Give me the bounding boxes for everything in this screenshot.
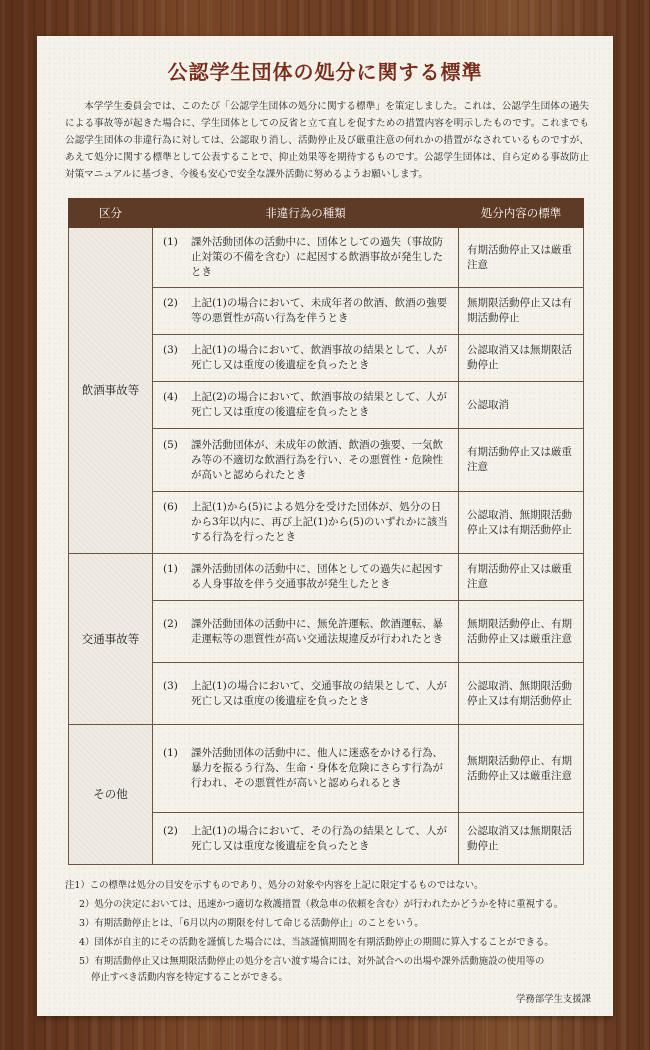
standards-table xyxy=(68,198,584,865)
item-text: 課外活動団体の活動中に、無免許運転、飲酒運転、暴走運転等の悪質性が高い交通法規違反が行われたとき xyxy=(191,617,443,645)
item-text: 課外活動団体の活動中に、団体としての過失に起因する人身事故を伴う交通事故が発生したとき xyxy=(191,563,443,590)
category-cell: その他 xyxy=(69,725,153,865)
violation-cell xyxy=(153,288,459,335)
violation-cell xyxy=(153,492,459,554)
header-penalty-standard: 処分内容の標準 xyxy=(459,199,584,228)
note-3: 3）有期活動停止とは、「6月以内の期限を付して命じる活動停止」のことをいう。 xyxy=(79,918,424,929)
page-title: 公認学生団体の処分に関する標準 xyxy=(167,60,483,84)
item-number: (1) xyxy=(163,563,178,575)
penalty-cell: 有期活動停止又は厳重注意 xyxy=(459,554,584,601)
table-row xyxy=(69,725,584,813)
penalty-cell: 公認取消又は無期限活動停止 xyxy=(459,813,584,865)
penalty-cell: 無期限活動停止又は有期活動停止 xyxy=(459,288,584,335)
table-row xyxy=(69,554,584,601)
penalty-cell: 公認取消、無期限活動停止又は有期活動停止 xyxy=(459,492,584,554)
item-text: 上記(1)の場合において、その行為の結果として、人が死亡し又は重度な後遺症を負ったとき xyxy=(191,824,447,852)
item-number: (2) xyxy=(163,297,178,309)
note-2: 2）処分の決定においては、迅速かつ適切な救護措置（救急車の依頼を含む）が行われたかどうかを特に重視する。 xyxy=(79,899,564,910)
item-text: 上記(1)の場合において、交通事故の結果として、人が死亡し又は重度の後遺症を負ったとき xyxy=(191,679,447,707)
penalty-cell: 公認取消又は無期限活動停止 xyxy=(459,335,584,382)
penalty-cell: 無期限活動停止、有期活動停止又は厳重注意 xyxy=(459,601,584,663)
item-text: 課外活動団体の活動中に、団体としての過失（事故防止対策の不備を含む）に起因する飲酒事故が発生したとき xyxy=(191,236,443,278)
violation-cell xyxy=(153,601,459,663)
violation-cell xyxy=(153,663,459,725)
item-text: 上記(1)の場合において、飲酒事故の結果として、人が死亡し又は重度の後遺症を負ったとき xyxy=(191,344,447,371)
table-row xyxy=(69,228,584,288)
note-5-continued: 停止すべき活動内容を特定することができる。 xyxy=(91,972,288,983)
violation-cell xyxy=(153,725,459,813)
table-header-row xyxy=(69,199,584,228)
item-number: (2) xyxy=(163,617,178,630)
item-number: (3) xyxy=(163,344,178,356)
note-5: 5）有期活動停止又は無期限活動停止の処分を言い渡す場合には、対外試合への出場や課外活動施設の使用等の xyxy=(79,956,545,967)
notice-paper xyxy=(37,36,613,1016)
category-cell: 交通事故等 xyxy=(69,554,153,725)
item-text: 上記(1)から(5)による処分を受けた団体が、処分の日から3年以内に、再び上記(1)から(5)のいずれかに該当する行為を行ったとき xyxy=(191,501,448,543)
violation-cell xyxy=(153,813,459,865)
item-number: (5) xyxy=(163,438,178,451)
violation-cell xyxy=(153,228,459,288)
item-text: 課外活動団体の活動中に、他人に迷惑をかける行為、暴力を振るう行為、生命・身体を危険にさらす行為が行われ、その悪質性が高いと認められるとき xyxy=(191,747,443,789)
header-violation-type: 非違行為の種類 xyxy=(153,199,459,228)
violation-cell xyxy=(153,335,459,382)
violation-cell xyxy=(153,554,459,601)
note-4: 4）団体が自主的にその活動を謹慎した場合には、当該謹慎期間を有期活動停止の期間に算入することができる。 xyxy=(79,937,554,948)
penalty-cell: 公認取消、無期限活動停止又は有期活動停止 xyxy=(459,663,584,725)
penalty-cell: 無期限活動停止、有期活動停止又は厳重注意 xyxy=(459,725,584,813)
item-text: 上記(2)の場合において、飲酒事故の結果として、人が死亡し又は重度の後遺症を負ったとき xyxy=(191,391,447,418)
item-number: (1) xyxy=(163,236,178,248)
item-number: (2) xyxy=(163,824,178,837)
item-text: 課外活動団体が、未成年の飲酒、飲酒の強要、一気飲み等の不適切な飲酒行為を行い、その悪質性・危険性が高いと認められたとき xyxy=(191,438,443,481)
item-number: (4) xyxy=(163,391,178,403)
penalty-cell: 有期活動停止又は厳重注意 xyxy=(459,429,584,492)
item-number: (3) xyxy=(163,679,178,692)
item-text: 上記(1)の場合において、未成年者の飲酒、飲酒の強要等の悪質性が高い行為を伴うとき xyxy=(191,297,448,324)
penalty-cell: 公認取消 xyxy=(459,382,584,429)
header-category: 区分 xyxy=(69,199,153,228)
penalty-cell: 有期活動停止又は厳重注意 xyxy=(459,228,584,288)
violation-cell xyxy=(153,382,459,429)
note-1: 注1）この標準は処分の目安を示すものであり、処分の対象や内容を上記に限定するものではない。 xyxy=(65,880,484,891)
department-signature: 学務部学生支援課 xyxy=(515,994,591,1005)
notes-section xyxy=(65,876,595,985)
intro-paragraph: 本学学生委員会では、このたび「公認学生団体の処分に関する標準」を策定しました。これは、公認学生団体の過失による事故等が起きた場合に、学生団体としての反省と立て直しを促すための措置内容を明示したものです。これまでも公認学生団体の非違行為に対しては、公認取り消し、活動停止及び厳重注意の何れかの措置がなされているものですが、あえて処分に関する標準として公表することで、抑止効果等を期待するものです。公認学生団体は、自ら定める事故防止対策マニュアルに基づき、今後も安心で安全な課外活動に努めるようお願いします。 xyxy=(65,101,589,180)
item-number: (1) xyxy=(163,747,178,759)
item-number: (6) xyxy=(163,501,178,513)
violation-cell xyxy=(153,429,459,492)
category-cell: 飲酒事故等 xyxy=(69,228,153,554)
